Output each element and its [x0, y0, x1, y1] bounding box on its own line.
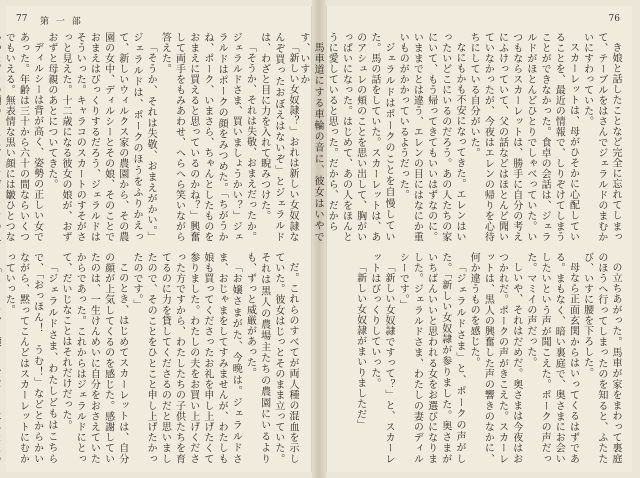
paragraph: スカーレットは、母がひそかに心配していることを、最近の情報で、しりぞけてしまうことができなかった。食卓の会話は、ジェラルドがほとんどひとりでしゃべっていた。いつもならスカーレットは、勝手に自分の考えにふけっていて、父の話などはほとんど聞いていなかったが、今夜はエレンの帰りを心待ちにしている自分がいた。 — [468, 32, 579, 242]
paragraph: ディルシーは背が高く、姿勢の正しい女であった。年齢は三十から六十の間ならいくつでもいえる。無表情な黒い顔には皺ひとつな — [3, 32, 43, 242]
page-number: 76 — [608, 14, 620, 24]
paragraph: 「新しい女奴隷？」おれは新しい女奴隷なんぞ買ったおぼえはないぞ」とジェラルドは、わざと目に力を入れて睨みつけた。 — [258, 32, 298, 242]
paragraph: 馬車道にする車輪の音に、彼女はいやです、いすか — [297, 32, 324, 242]
paragraph: 「ジェラルドさま、わたしどもはこちらで、「おっほん！ うむ！」などとからかいながら、黙ってこんどはスカーレットにむかっていった。 — [3, 252, 57, 464]
text-column-upper — [297, 32, 622, 242]
paragraph: しいや、それはだめだ。奥さまは今夜はおつかれだ。ポークの声がきこえた。スカーレットは、黒人の興奮した声の響きのなかに、何か違うものを感じた。 — [468, 252, 522, 464]
paragraph: このとき、はじめてスカーレットは、自分の顔が上気してくるのを感じた。感謝していたのは、一生けんめいに自分をおさえていたからであった。これからはジェラルドにとって、だいじなことはそれだけだった。 — [60, 252, 128, 464]
paragraph — [0, 252, 1, 464]
paragraph: なにもかも不安になってきた。エレンはいったいどこにいるのだろう。あの人たちの家にいて、もう帰ってきてもいいはずなのに。いままでとは違う、エレンの目にはなにか重いものがかかっているようだった。 — [397, 32, 465, 242]
text-column-lower — [338, 252, 622, 464]
left-page — [3, 6, 312, 472]
paragraph: 「お嬢さまがた、今晩は。ジェラルドさま、おじゃまをしてすみませんが、わたしも娘も買ってくださったお礼を申し上げたくて参りました。わたしの夫をお買い上げくださった方ですから、わたしたちの子供たちを育てるのに力を貸してくださるのだと思いましたので、そのことをひとこと申し上げたかったのです。」 — [130, 252, 242, 464]
text-column-lower — [3, 252, 299, 464]
right-page — [297, 6, 632, 472]
paragraph: 「そうか、それは失敬、おまえがかい。」ジェラルドは、ポークのほうをふりかえって、新しいウィルクス家の農園から、その農園の女中、ディルシーとその娘、そのことでおまえはびっくりするだろう、ジェラルドはそういった。キャラコのスカートのすそがさっと見えた。十二歳になる彼女の娘が、おずおずと母親のあとについてきた。 — [45, 32, 157, 242]
page-number: 77 — [16, 14, 28, 24]
text-column-upper — [3, 32, 299, 242]
paragraph: 「新しい女奴隷ですって？」と、スカーレットはびっくりしていった。 — [368, 252, 394, 464]
paragraph: 「新しい女奴隷がまいりましただ」 — [354, 262, 366, 430]
paragraph: ジェラルドはポークのことを自慢していた。馬の話をしていた。スカーレットは、あのアシュレの頬のことを思い出して、胸がいっぱいになった。はじめて、あの人をほんとうに愛していると思った。だから、だから — [326, 32, 394, 242]
paragraph: 「ジェラルドさま」と、ポークの声がした。「新しい女奴隷が参りました。奥さまがいちばんいいと思われる女をお選びになりました。ジェラルドさま、わたしの妻のディルシーです。」 — [397, 252, 465, 464]
paragraph: 「そうか、それは失敬、おまえだったか。ジェラルドさま、買いましょうかい？」ジェラルドはポークの顔をみつめた。「ちがうかね、ポーク、いまさら、ちゃんとしたものをおまえに買えると思っているのかね？」興奮して両手をもみあわせ、へらへら笑いながら答えた。 — [159, 32, 256, 242]
running-head: 第 一 部 — [40, 17, 83, 27]
paragraph: の立ちあがった。馬車が家をまわって裏庭のほうへ行ってしまったのを知ると、ふたたび、いすに腰を下ろした。 — [581, 252, 621, 464]
paragraph: き娘と話したことなど完全に忘れてしまって、テーブルをはさんでジェラルドのまむかいにすわっていた。 — [581, 32, 621, 242]
paragraph: だ。これらのすべてが両人種の混血を示していた。彼女はじっとそのまま立っていた。それは黒人の農場主たちの農園にいるよりも、ずっと威厳があった。 — [244, 252, 298, 464]
paragraph: 母なら正面玄関からはいってくるはずである。まもなく、暗い裏庭で、奥さまにお会いしたいという声が聞こえた。ポークの声だった。マミイの声だった。 — [524, 252, 579, 464]
